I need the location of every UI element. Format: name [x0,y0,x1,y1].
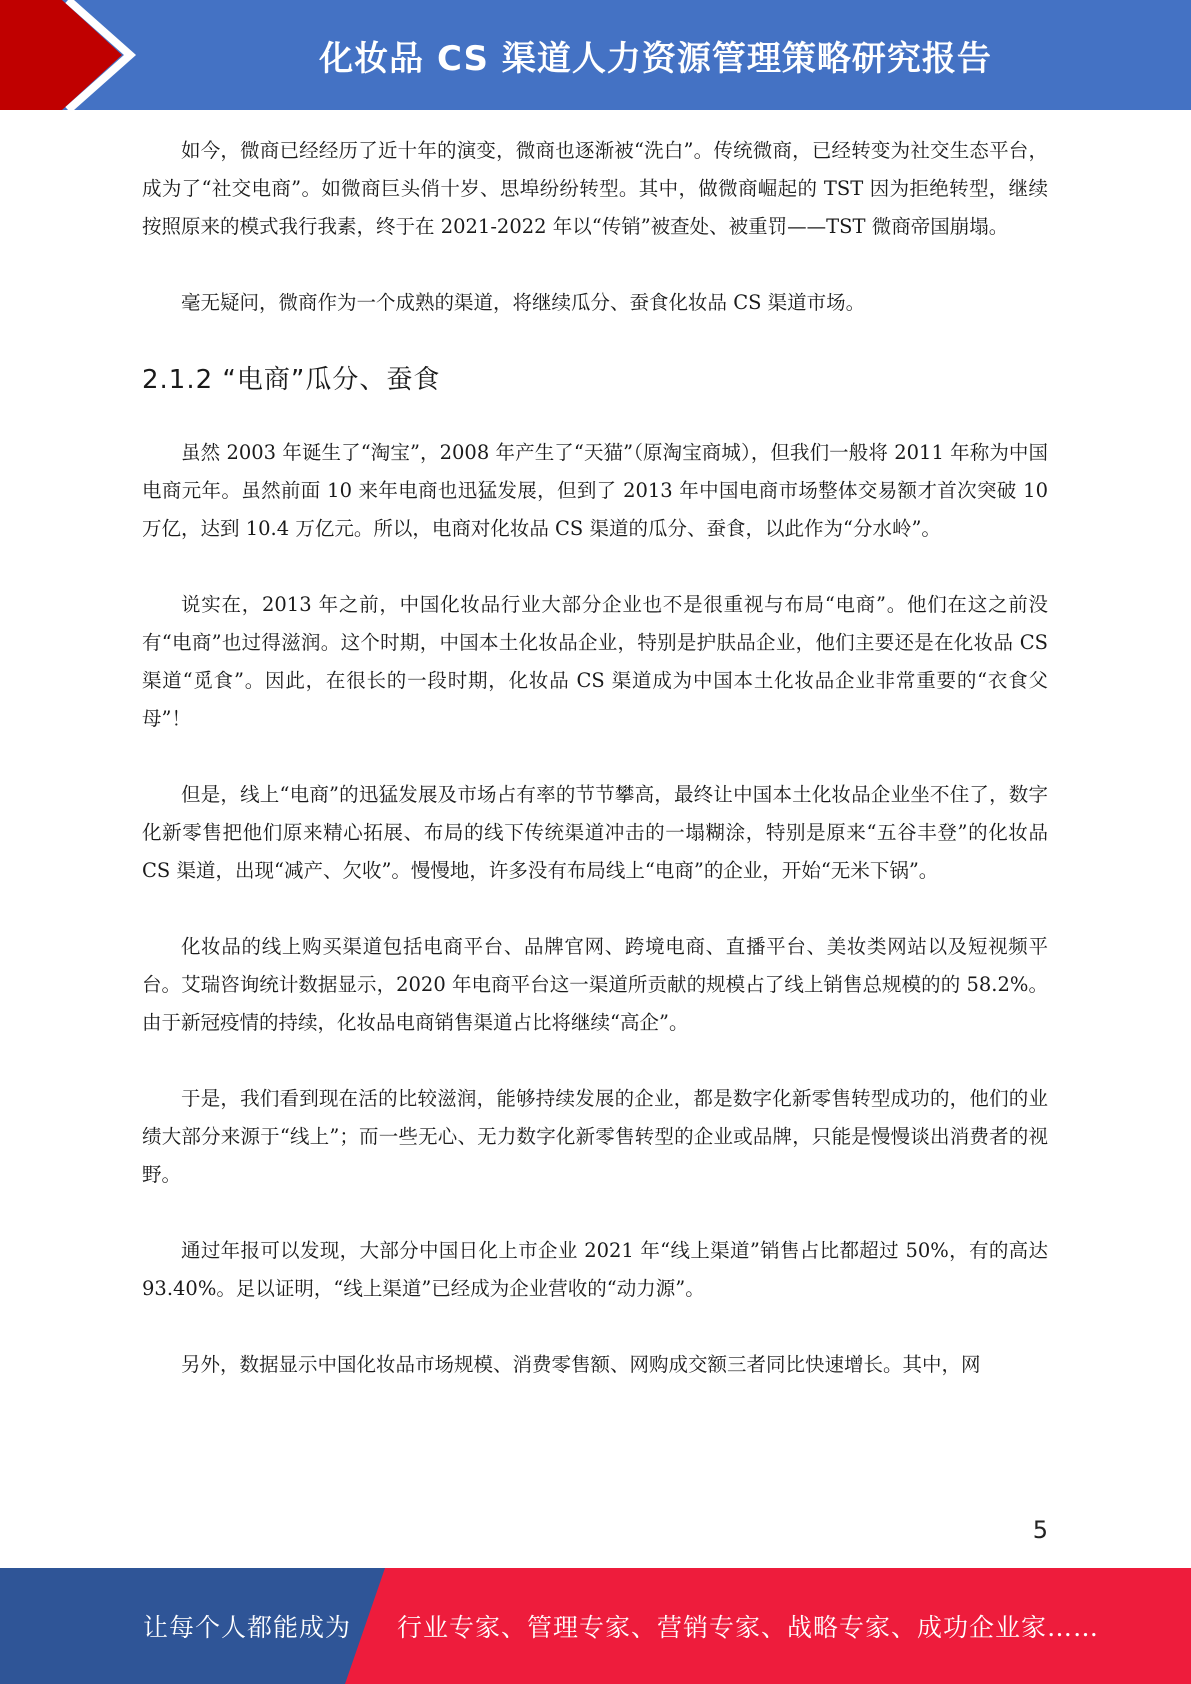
header-arrow-decoration [0,0,160,110]
paragraph: 说实在，2013 年之前，中国化妆品行业大部分企业也不是很重视与布局“电商”。他们在这之前没有“电商”也过得滋润。这个时期，中国本土化妆品企业，特别是护肤品企业，他们主要还是在化妆品 CS 渠道“觅食”。因此，在很长的一段时期，化妆品 CS 渠道成为中国本土化妆品企业非常重要的“衣食父母”！ [142,593,1048,730]
page-number: 5 [1032,1516,1048,1544]
document-body [142,132,1048,1384]
paragraph: 于是，我们看到现在活的比较滋润，能够持续发展的企业，都是数字化新零售转型成功的，他们的业绩大部分来源于“线上”；而一些无心、无力数字化新零售转型的企业或品牌，只能是慢慢谈出消费者的视野。 [142,1087,1048,1186]
page-header [0,0,1191,110]
report-title: 化妆品 CS 渠道人力资源管理策略研究报告 [319,38,992,79]
footer-slogan-left: 让每个人都能成为 [143,1613,352,1642]
paragraph: 化妆品的线上购买渠道包括电商平台、品牌官网、跨境电商、直播平台、美妆类网站以及短视频平台。艾瑞咨询统计数据显示，2020 年电商平台这一渠道所贡献的规模占了线上销售总规模的的 58.2%。由于新冠疫情的持续，化妆品电商销售渠道占比将继续“高企”。 [142,935,1048,1034]
page-footer [0,1568,1191,1684]
paragraph: 另外，数据显示中国化妆品市场规模、消费零售额、网购成交额三者同比快速增长。其中，网 [181,1353,981,1376]
paragraph: 如今，微商已经经历了近十年的演变，微商也逐渐被“洗白”。传统微商，已经转变为社交生态平台，成为了“社交电商”。如微商巨头俏十岁、思埠纷纷转型。其中，做微商崛起的 TST 因为拒绝转型，继续按照原来的模式我行我素，终于在 2021-2022 年以“传销”被查处、被重罚——TST 微商帝国崩塌。 [142,139,1048,238]
footer-slogan-right: 行业专家、管理专家、营销专家、战略专家、成功企业家…… [397,1613,1100,1642]
paragraph: 通过年报可以发现，大部分中国日化上市企业 2021 年“线上渠道”销售占比都超过 50%，有的高达 93.40%。足以证明，“线上渠道”已经成为企业营收的“动力源”。 [142,1239,1048,1300]
section-heading: 2.1.2 “电商”瓜分、蚕食 [142,365,441,395]
paragraph: 虽然 2003 年诞生了“淘宝”，2008 年产生了“天猫”（原淘宝商城），但我们一般将 2011 年称为中国电商元年。虽然前面 10 来年电商也迅猛发展，但到了 2013 年中国电商市场整体交易额才首次突破 10 万亿，达到 10.4 万亿元。所以，电商对化妆品 CS 渠道的瓜分、蚕食，以此作为“分水岭”。 [142,441,1048,540]
paragraph: 毫无疑问，微商作为一个成熟的渠道，将继续瓜分、蚕食化妆品 CS 渠道市场。 [181,291,866,314]
paragraph: 但是，线上“电商”的迅猛发展及市场占有率的节节攀高，最终让中国本土化妆品企业坐不住了，数字化新零售把他们原来精心拓展、布局的线下传统渠道冲击的一塌糊涂，特别是原来“五谷丰登”的化妆品 CS 渠道，出现“减产、欠收”。慢慢地，许多没有布局线上“电商”的企业，开始“无米下锅”。 [142,783,1048,882]
